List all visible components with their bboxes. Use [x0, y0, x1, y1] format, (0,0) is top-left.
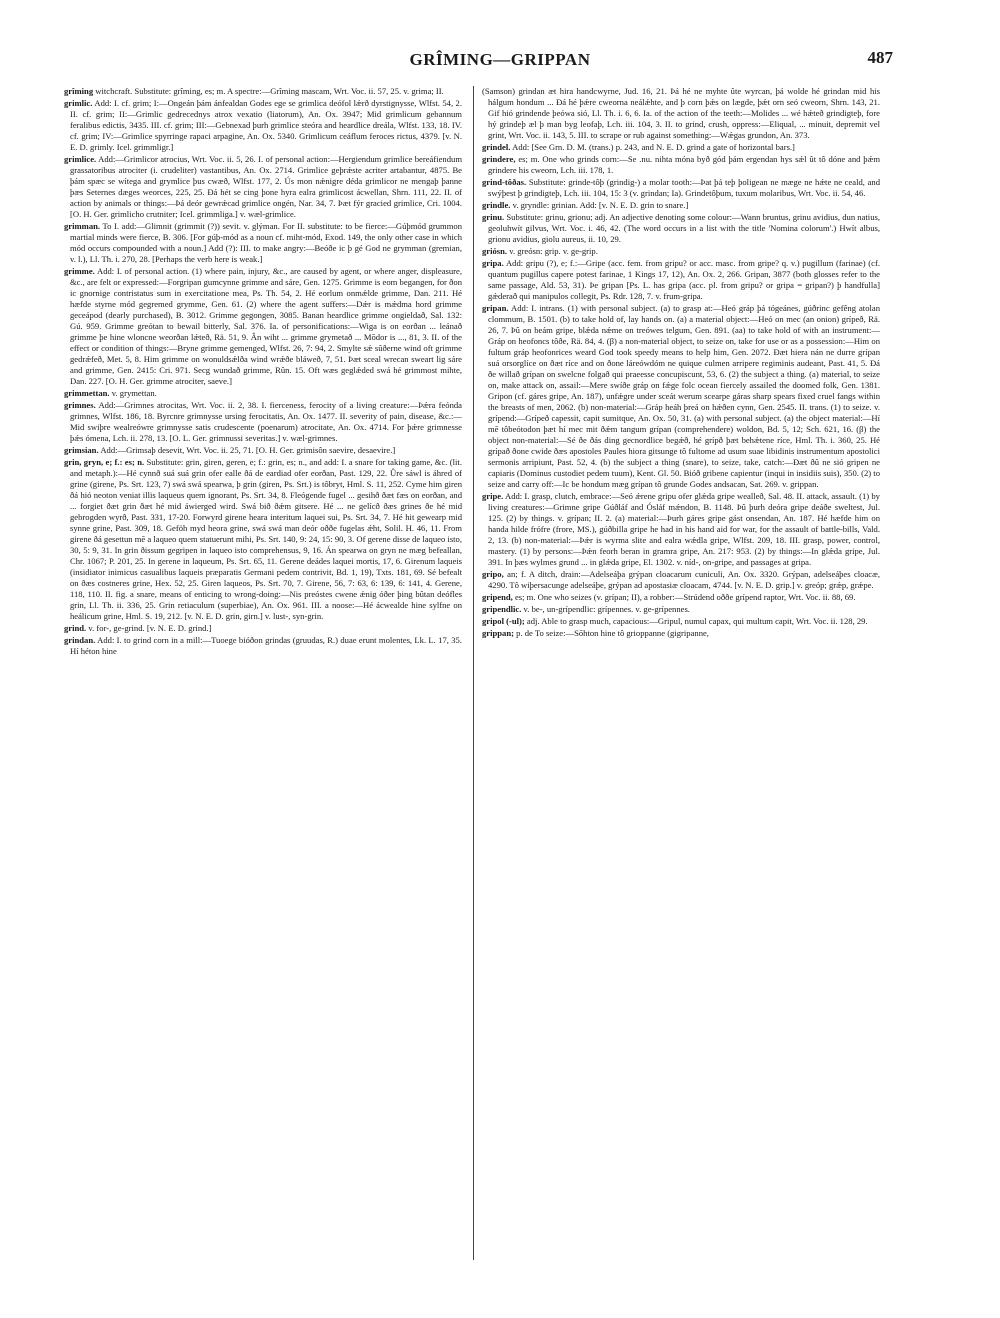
entry-headword: grindere,: [482, 154, 516, 164]
entry-text: Add: [See Grn. D. M. (trans.) p. 243, and N. E. D. grind a gate of horizontal bars.]: [512, 142, 795, 152]
entry-text: Add: I. cf. grim; I:—Ongeán þám ánfealdan Godes ege se grimlica deófol lǽrð dyrstignysse, Wlfst. 54, 2. II. cf. grim; II:—Grimlic gedrecednys atrox vexatio (liatorum), An. Ox. 3947; Mid grimlicum gebannum feralibus edictis, 3435. III. cf. grim; III:—Gebnexad þurh grimlice steóra and heardlice dreála, Wlfst. 133, 18. IV. cf. grim; IV:—Grimlice spyrringe rapaci arpagine, An. Ox. 5340. Grimlicum ceáflum feroces rictus, 4379. [v. N. E. D. grimly. Icel. grimmligr.]: [70, 98, 462, 152]
entry-headword: grimman.: [64, 221, 101, 231]
entry-text: v. for-, ge-grind. [v. N. E. D. grind.]: [88, 623, 212, 633]
entry-headword: grimlic.: [64, 98, 93, 108]
dictionary-entry: [64, 388, 462, 399]
entry-headword: grimme.: [64, 266, 95, 276]
dictionary-entry: [482, 142, 880, 153]
entry-headword: gripa.: [482, 258, 504, 268]
dictionary-entry: [482, 86, 880, 141]
dictionary-entry: [64, 400, 462, 444]
entry-text: Add:—Grimlicor atrocius, Wrt. Voc. ii. 5, 26. I. of personal action:—Hergiendum grimlice bereáfiendum grassatoribus atrociter (i. crudeliter) vastantibus, An. Ox. 2714. Grimlice geþrǽste acriter artabantur, 4875. Be þám spæc se wítega and grymlice þus cwæð, Wlfst. 177, 2. Ús mon nǽnigre déda grimlicor ne mengaþ þanne þæs Seternes dæges weorces, 225, 25. Ðá hét se cing þone hyra ealra grimlicost ácwellan, Shrn. 111, 22. II. of action by animals or things:—Þá deór gewrǽcad grimlice ongén, Nar. 34, 7. Þæt fýr gracied grimlice, Cri. 1004. [O. H. Ger. grimlicho crutniter; Icel. grimmliga.] v. wæl-grimlice.: [70, 154, 463, 219]
dictionary-entry: [482, 258, 880, 302]
dictionary-entry: [482, 592, 880, 603]
dictionary-entry: [64, 86, 462, 97]
dictionary-entry: [482, 604, 880, 615]
entry-text: To I. add:—Glimnit (grimmit (?)) sevit. v. glýman. For II. substitute: to be fierce:—Gúþmód grummon martial minds were fierce, B. 306. [For gúþ-mód as a noun cf. miht-mód, Exod. 149, the only other case in which mód occurs compounded with a noun.] Add (?): III. to make angry:—Beóðe ic þ gé God ne grymman (gremian, v. l.), Ll. Th. i. 270, 28. [Perhaps the verb here is weak.]: [70, 221, 463, 264]
entry-text: v. gryndle: grinian. Add: [v. N. E. D. grin to snare.]: [512, 200, 689, 210]
dictionary-entry: [482, 569, 880, 591]
entry-text: p. de To seize:—Sōhton hine tô grioppanne (gigripanne,: [516, 628, 709, 638]
dictionary-entry: [64, 266, 462, 387]
entry-headword: gripo,: [482, 569, 504, 579]
entry-headword: gripan.: [482, 303, 509, 313]
dictionary-entry: [64, 623, 462, 634]
entry-headword: grindel.: [482, 142, 511, 152]
entry-text: (Samson) grindan æt hira handcwyrne, Jud. 16, 21. Þá hé ne myhte ûte wyrcan, þá wolde hé grindan mid his hálgum hondum ... Ðá hé þǽre cweorna neálǽhte, and þ corn þǽs on lægde, þǽt orn seó cweorn, Shrn. 143, 21. Gif hió grindende þeówa sió, Ll. Th. i. 6, 6. Ia. of the action of the teeth:—Molides ... wé hǽteð grindigteþ, fore hý grindeþ æl þ man byg leofaþ, Lch. iii. 104, 3. II. to grind, crush, oppress:—Eliqual, ... minuit, depremit vel grint, Wrt. Voc. ii. 143, 5. III. to scrape or rub against something:—Wǽgas grundon, An. 373.: [482, 86, 880, 140]
entry-text: Add: I. of personal action. (1) where pain, injury, &c., are caused by agent, or where anger, displeasure, &c., are felt or expressed:—Forgripan gumcynne grimme and sáre, Gen. 1275. Grimme is eom begangen, for ðon ic gnornige contristatus sum in exercitatione mea, Ps. Th. 54, 2. Hé eorlum onmǽlde grimme, Dan. 211. Hé hæfde styrne mód gegremed grymme, Gen. 61. (2) where the agent suffers:—Dǽr is mǽdma hord grimme geceápod (dearly purchased), B. 3012. Grimme gegongen, 3085. Banan heardlice grimme ongieldað, Sal. 132: Gú. 959. Grimme greótan to bewail bitterly, Sal. 376. Ia. of personifications:—Wiga is on eorðan ... leánað grimme þe hine wloncne weorðan lǽteð, Rä. 51, 9. Ân wiht ... grimme grymetað ... Mōdor is ..., 81, 3. II. of the effect or condition of things:—Bryne grimme gemenged, Wlfst. 26, 7: 94, 2. Smylte sǽ sûðerne wind oft grimme gedrǽfeð, Met. 5, 8. Him grimme on wonuldsǽlða wind wrǽðe bláweð, 7, 51. Þæt sceal wrecan sweart lig sáre and grimme, Gen. 2415: Cri. 971. Secg wundað grimme, Rûn. 15. Oft wæs geglǽded swá hé grimmost mihte, Dan. 227. [O. H. Ger. grimme atrociter, saeve.]: [70, 266, 462, 386]
entry-text: Substitute: grinu, grionu; adj. An adjective denoting some colour:—Wann bruntus, grinu avidius, dun natius, geoluhwít gilvus, Wrt. Voc. i. 46, 42. (The word occurs in a list with the title 'Nomina colorum'.) Hwít albus, grionu avidius, giolu aureus, ii. 10, 29.: [488, 212, 880, 244]
dictionary-entry: [64, 154, 462, 220]
entry-headword: grinu.: [482, 212, 505, 222]
dictionary-entry: [482, 177, 880, 199]
right-column: [482, 86, 880, 640]
entry-text: Substitute: grin, giren, geren, e; f.: grin, es; n., and add: I. a snare for taking game, &c. (lit. and metaph.):—Hé cynnð suá suá grin ofer ealle ðá de eardiad ofer eorðan, Past. 129, 22. Ûre sáwl is áhred of grine (girene, Ps. Srt. 123, 7) swá swá spearwa, þ grin (giren, Ps. Srt.) is tôbryt, Hml. S. 11, 252. Cyme him giren ðá hió neoton veniat illis laqueus quem ignorant, Ps. Srt. 34, 8. Fleógende fugel ... gesihð ðæt fæs on eorðan, and ... forgiet ðæt grin ðæt hé mid áwierged wird. Swá bið ðǽm gitsere. Hé ... ne gelícð ðæs grines ðe hé mid gebrogden wyrð, Past. 331, 17-20. Forwyrd girene heara interitum laquei sui, Ps. Srt. 34, 7. Hé hit gewearp mid synne grine, Past. 309, 18. Geföh myd heora grine, swá swá man deór oððe fugelas ǽht, Solil. H. 46, 11. From girene ðá gesettun mē a laqueo quem statuerunt mihi, Ps. Srt. 140, 9: 24, 15: 90, 3. Of gerene disse de laqueo isto, 30, 5: 9, 31. In grin ðissum gegripen in laqueo isto comprehensus, 9, 16. Án spearwa on gryn ne mæg befeallan, Chr. 1067; P. 201, 25. In gerene in laqueum, Ps. Srt. 65, 11. Gerene deádes laquei mortis, 17, 6. Girenum laqueis (insidiator inimicus casualibus laqueis præparatis Germani pedem contrivit, Bd. 1, 19), Txts. 181, 69. Sé befealt on ðæs costneres grine, Hex. 52, 25. Giren laqueos, Ps. Srt. 70, 7. Girene, 56, 7: 63, 6: 139, 6: 141, 4. Gerene, 118, 110. II. fig. a snare, means of enticing to wrong-doing:—Nis preóstes cwene ǽnig óðer þing bûtan deófles grin, Ll. Th. ii. 336, 25. Grin retiaculum (superbiae), An. Ox. 961. III. a noose:—Hé ácwealde hine sylfne on heálicum grine, Hml. S. 19, 212. [v. N. E. D. grin, girn.] v. lust-, syn-grin.: [70, 457, 462, 621]
entry-headword: grimsian.: [64, 445, 99, 455]
entry-text: v. grymettan.: [111, 388, 157, 398]
entry-headword: gripend,: [482, 592, 513, 602]
entry-headword: grind.: [64, 623, 87, 633]
entry-headword: grîming: [64, 86, 94, 96]
entry-headword: grimnes.: [64, 400, 96, 410]
entry-headword: gripe.: [482, 491, 504, 501]
entry-text: es; m. One who grinds corn:—Se .nu. nihta móna byð gód þám ergendan hys sǽl ût tô dóne and þǽm grindere his cweorn, Lch. iii. 178, 1.: [488, 154, 880, 175]
column-divider: [473, 86, 474, 1260]
entry-text: adj. Able to grasp much, capacious:—Gripul, numul capax, qui multum capit, Wrt. Voc. ii. 128, 29.: [526, 616, 868, 626]
entry-headword: grippan;: [482, 628, 514, 638]
entry-headword: grin, gryn, e; f.: es; n.: [64, 457, 145, 467]
entry-text: Add:—Grimnes atrocitas, Wrt. Voc. ii. 2, 38. I. fierceness, ferocity of a living creature:—Þǽra feónda grimnes, Wlfst. 186, 18. Byrcnre grimnysse ursing ferocitatis, An. Ox. 1477. II. severity of pain, disease, &c.:—Mid swiþre wealreówre grimnysse satis crudescente (poenarum) atrocitate, An. Ox. 4714. For þǽre grimnesse þǽs ómena, Lch. ii. 278, 13. [O. L. Ger. grimnussi severitas.] v. wæl-grimnes.: [70, 400, 462, 443]
dictionary-entry: [64, 221, 462, 265]
dictionary-entry: [64, 635, 462, 657]
entry-headword: grindan.: [64, 635, 96, 645]
dictionary-entry: [482, 200, 880, 211]
left-column: [64, 86, 462, 658]
entry-text: v. greósn: grip. v. ge-grip.: [509, 246, 598, 256]
dictionary-entry: [482, 246, 880, 257]
entry-text: witchcraft. Substitute: grîming, es; m. A spectre:—Grîming mascam, Wrt. Voc. ii. 57, 25. v. grima; II.: [95, 86, 444, 96]
entry-headword: grimlice.: [64, 154, 97, 164]
dictionary-entry: [482, 628, 880, 639]
entry-headword: gripol (-ul);: [482, 616, 525, 626]
entry-headword: griósn.: [482, 246, 508, 256]
dictionary-entry: [482, 303, 880, 490]
dictionary-entry: [482, 212, 880, 245]
entry-text: Add:—Grimsaþ desevit, Wrt. Voc. ii. 25, 71. [O. H. Ger. grimisôn saevire, desaevire.]: [100, 445, 396, 455]
dictionary-entry: [482, 616, 880, 627]
entry-text: Add: gripu (?), e; f.:—Gripe (acc. fem. from gripu? or acc. masc. from gripe? q. v.) pugillum (farinae) (cf. quantum pugillus capere potest farinae, 1 Kings 17, 12), An. Ox. 2, 266. Gripan, 3877 (both glosses refer to the same passage, Ald. 53, 31). Þe gripan [Ps. L. has gripa (acc. pl. from gripu? or gripa = gripan?) þ handfulla] gǽderað qui manipulos collegit, Ps. Rdr. 128, 7. v. frum-gripa.: [488, 258, 880, 301]
dictionary-entry: [64, 98, 462, 153]
dictionary-entry: [64, 457, 462, 622]
entry-text: an; f. A ditch, drain:—Adelseáþa grýpan cloacarum cuniculi, An. Ox. 3320. Grýpan, adelseáþes cloacæ, 4290. Tô wiþersacunge adelseáþe, grýpan ad apostasiæ cloacam, 4744. [v. N. E. D. grip.] v. greóp; grǽp, grǽpe.: [488, 569, 880, 590]
entry-text: Add: I. intrans. (1) with personal subject. (a) to grasp at:—Heó gráp þá tógeánes, gúðrinc gefêng atolan clommum, B. 1501. (b) to take hold of, lay hands on. (a) a material object:—Heó on mec (an onion) grípeð, Rä. 26, 7. Þû on beám gripe, blǽda nǽme on treówes telgum, Gen. 891. (aa) to take hold of with an instrument:—Gráp on heofoncs tôðe, Rä. 84, 4. (β) a non-material object, to seize on, take for use or as a possession:—Him on fultum gráp heofonrices weard God took speedy means to help him, Gen. 2072. Ðæt hiera nán ne durre grípan suá orsorglíce on ðæt ríce and on ðone láreówdóm ne quique culmen arripere regiminis audeant, Past. 41, 5. Ðá ðe willað grípan on swelcne folgað qui praeesse concupiscunt, 53, 6. (2) the subject a thing. (a) material, to seize on, make attack on, assail:—Mere swíðe gráp on fǽge folc ocean fiercely assailed the doomed folk, Gen. 1381. Gripon (cf. gáres gripe, An. 187), unfǽgre under sceát werum scearpe gáras sharp spears fixed cruel fangs within the breasts of men, 2062. (b) non-material:—Gráp heáh þreá on hǽðen cynn, Gen. 2545. II. trans. (1) to seize. v. grípend:—Grípeð capessit, capit sumitque, An. Ox. 50, 31. (a) with personal subject. (a) the object material:—Hí mē tôbeótodon þæt hí mec mit ðǽm tangum grípan (comprehendere) woldon, Bd. 5, 12; Sch. 621, 16. (β) the object non-material:—Sé ðe ðás ding gecnordlice begǽð, hé grípð þæt behǽtene ríce, Hml. Th. i. 360, 25. Hé grípað ðone cwide ðæs apostoles Paules hiora gitsunge tô fultome ad usum suae libidinis instrumentum apostolici sermonis arripiunt, Past. 52, 4. (b) the subject a thing (snare), to seize, take, catch:—Ðæt ðû ne sió gripen ne capiaris (Dominus custodiet pedem tuum), Kent. Gl. 50. Bióð gribene capientur (inqui in insidiis suis), 350. (2) to seize and carry off:—Ic be hondum mæg grípan tô grunde Godes andsacan, Sat. 269. v. grippan.: [488, 303, 880, 489]
entry-headword: gripendlic.: [482, 604, 522, 614]
entry-text: Add: I. grasp, clutch, embrace:—Seó ǽrene gripu ofer glǽda gripe wealleð, Sal. 48. II. attack, assault. (1) by living creatures:—Grimne gripe Gúðláf and Ósláf mǽndon, B. 1148. Þû þurh deóra gripe deáðe sweltest, Jul. 125. (2) by things. v. grípan; II. 2. (a) material:—Þurh gáres gripe gást onsendan, An. 187. Hé hæfde him on handa hilde frófre (frore, MS.), gúðbilla gripe he had in his hand aid for war, for the assault of battle-bills, Vald. 2, 13. (b) non-material:—Þǽr is wyrma slite and ealra wǽdla gripe, Wlfst. 209, 18. III. grasp, power, control, mastery. (1) by persons:—Þǽn feorh beran in gramra gripe, An. 217: 953. (2) by things:—In glǽda gripe, Jul. 391. In þæs wylmes grund ... in glǽda gripe, El. 1302. v. níd-, on-gripe, and passages at gripa.: [488, 491, 880, 567]
entry-headword: grimmettan.: [64, 388, 110, 398]
page-number: 487: [867, 48, 893, 67]
entry-headword: grindle.: [482, 200, 511, 210]
entry-text: Add: I. to grind corn in a mill:—Tuoege bióðon grindas (gruudas, R.) duae erunt molentes, Lk. L. 17, 35. Hí héton hine: [70, 635, 462, 656]
entry-text: Substitute: grinde-tôþ (grindig-) a molar tooth:—Þat þá teþ þoligean ne mæge ne hǽte ne ceald, and swýþest þ grindigteþ, Lch. iii. 104, 15: 3 (v. grindan; Ia). Grindetôþum, tuxum molaribus, Wrt. Voc. ii. 54, 46.: [488, 177, 880, 198]
entry-text: v. be-, un-grípendlic: grípennes. v. ge-grípennes.: [523, 604, 690, 614]
entry-headword: grind-tôðas.: [482, 177, 527, 187]
dictionary-entry: [482, 154, 880, 176]
dictionary-entry: [482, 491, 880, 568]
dictionary-entry: [64, 445, 462, 456]
page-title: GRÎMING—GRIPPAN: [409, 50, 591, 69]
entry-text: es; m. One who seizes (v. grípan; II), a robber:—Strúdend oððe grípend raptor, Wrt. Voc. ii. 88, 69.: [514, 592, 856, 602]
